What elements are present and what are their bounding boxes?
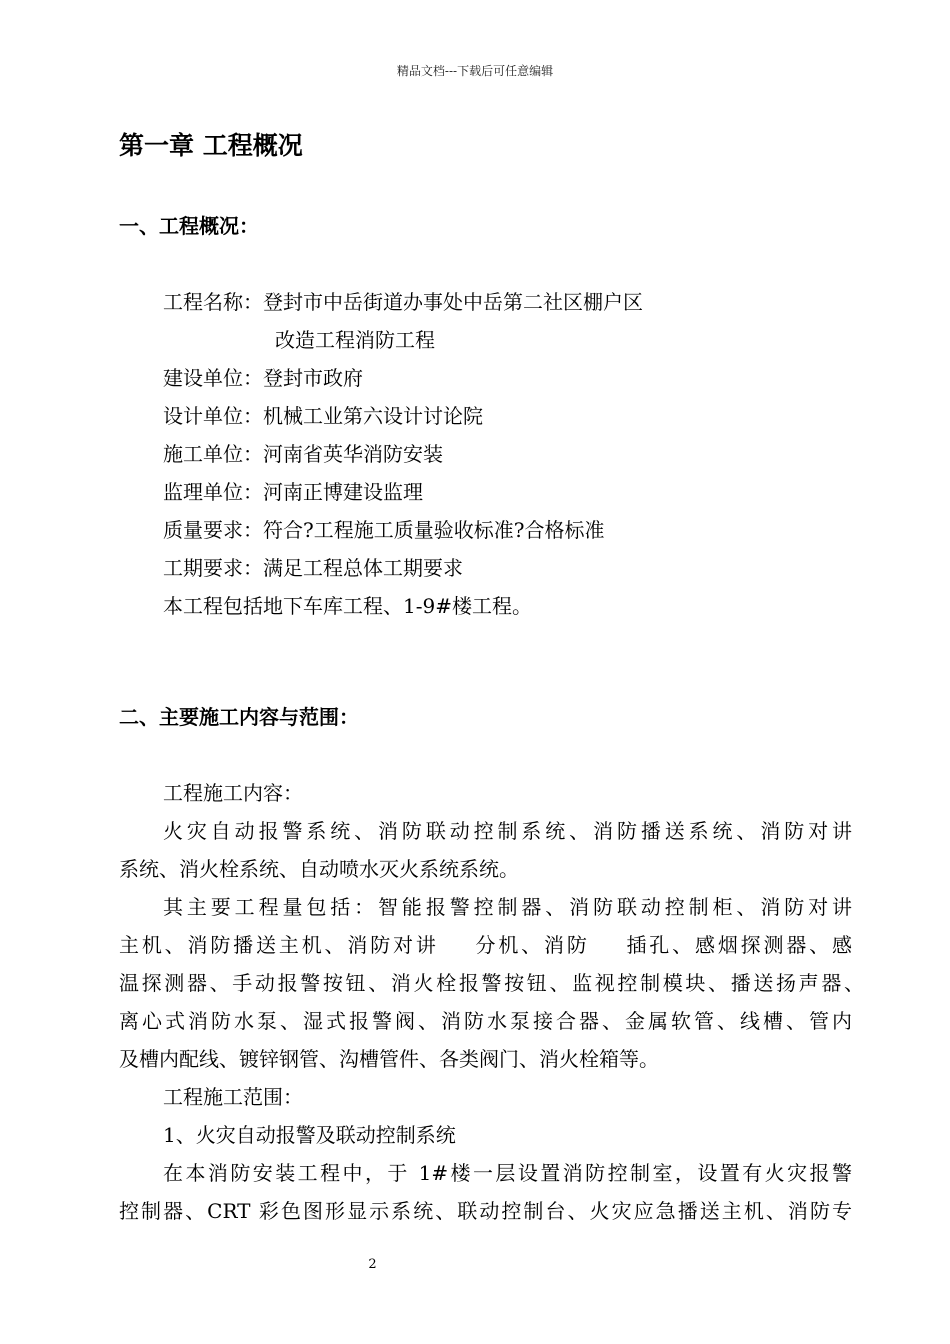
quantities-line-4: 离心式消防水泵、湿式报警阀、消防水泵接合器、金属软管、线槽、管内 <box>119 1009 852 1033</box>
systems-line-2: 系统、消火栓系统、自动喷水灭火系统系统。 <box>119 857 519 881</box>
construction-unit: 施工单位：河南省英华消防安装 <box>163 442 443 466</box>
quantities-line-5: 及槽内配线、镀锌钢管、沟槽管件、各类阀门、消火栓箱等。 <box>119 1047 659 1071</box>
chapter-title: 第一章 工程概况 <box>119 131 303 160</box>
quality-requirement: 质量要求：符合?工程施工质量验收标准?合格标准 <box>163 518 605 542</box>
section-2-title: 二、主要施工内容与范围： <box>119 705 359 729</box>
content-heading: 工程施工内容： <box>163 781 303 805</box>
scope-item-1-line-1: 在本消防安装工程中，于 1#楼一层设置消防控制室，设置有火灾报警 <box>163 1161 852 1185</box>
quantities-line-3: 温探测器、手动报警按钮、消火栓报警按钮、监视控制模块、播送扬声器、 <box>119 971 864 995</box>
page-header: 精品文档---下载后可任意编辑 <box>396 64 554 78</box>
supervision-unit: 监理单位：河南正博建设监理 <box>163 480 423 504</box>
schedule-requirement: 工期要求：满足工程总体工期要求 <box>163 556 463 580</box>
systems-line-1: 火灾自动报警系统、消防联动控制系统、消防播送系统、消防对讲 <box>163 819 852 843</box>
owner-unit: 建设单位：登封市政府 <box>163 366 363 390</box>
project-name-line-1: 工程名称：登封市中岳街道办事处中岳第二社区棚户区 <box>163 290 643 314</box>
design-unit: 设计单位：机械工业第六设计讨论院 <box>163 404 483 428</box>
page-number: 2 <box>368 1257 377 1272</box>
scope-item-1-line-2: 控制器、CRT 彩色图形显示系统、联动控制台、火灾应急播送主机、消防专 <box>119 1199 852 1223</box>
quantities-line-2: 主机、消防播送主机、消防对讲 分机、消防 插孔、感烟探测器、感 <box>119 933 852 957</box>
scope-heading: 工程施工范围： <box>163 1085 303 1109</box>
section-1-title: 一、工程概况： <box>119 214 259 238</box>
project-scope-note: 本工程包括地下车库工程、1-9#楼工程。 <box>163 594 532 618</box>
quantities-line-1: 其主要工程量包括：智能报警控制器、消防联动控制柜、消防对讲 <box>163 895 852 919</box>
scope-item-1: 1、火灾自动报警及联动控制系统 <box>163 1123 456 1147</box>
project-name-line-2: 改造工程消防工程 <box>275 328 435 352</box>
